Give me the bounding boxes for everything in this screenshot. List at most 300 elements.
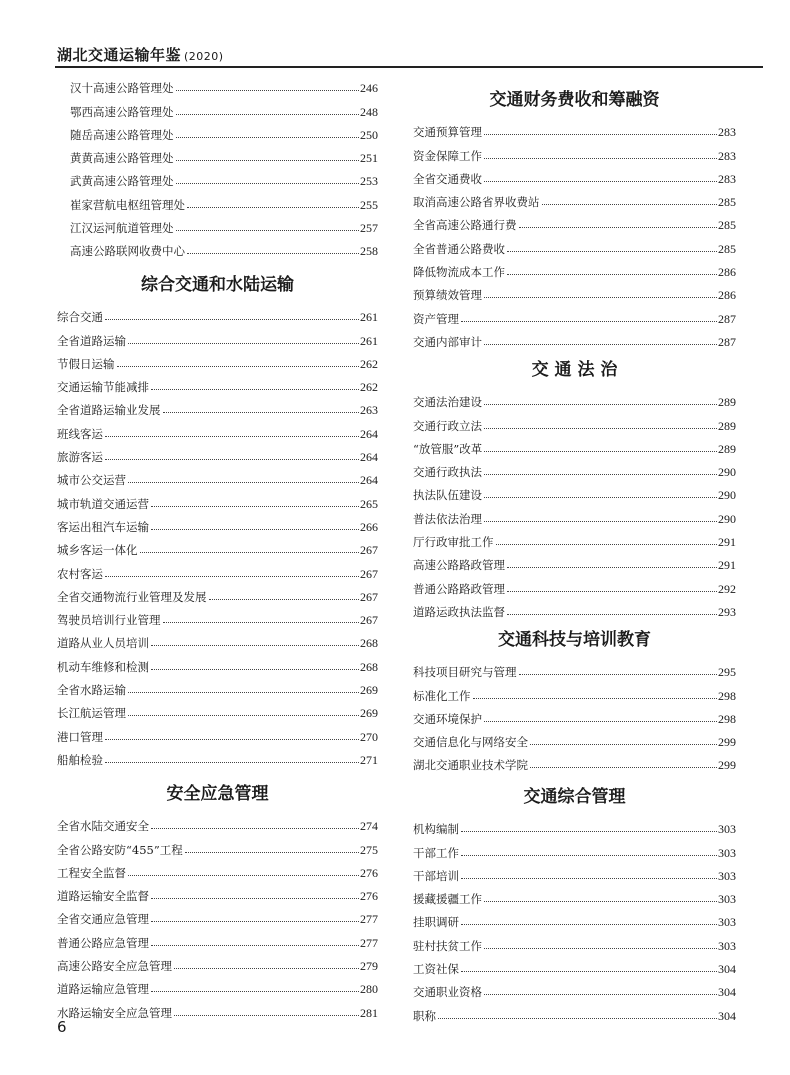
entry-title: 客运出租汽车运输 xyxy=(57,519,149,534)
dot-leader xyxy=(128,875,359,876)
entry-title: 崔家营航电枢纽管理处 xyxy=(70,197,185,212)
dot-leader xyxy=(530,767,717,768)
dot-leader xyxy=(105,436,359,437)
toc-entry[interactable] xyxy=(413,953,736,976)
entry-page: 299 xyxy=(718,735,736,750)
dot-leader xyxy=(542,204,718,205)
toc-entry[interactable] xyxy=(413,836,736,859)
entry-title: 城市轨道交通运营 xyxy=(57,496,149,511)
entry-title: 武黄高速公路管理处 xyxy=(70,174,174,189)
entry-page: 291 xyxy=(718,535,736,550)
section-title: 交 通 法 治 xyxy=(531,360,618,380)
dot-leader xyxy=(484,297,717,298)
toc-entry[interactable] xyxy=(70,95,378,118)
toc-entry[interactable] xyxy=(70,188,378,211)
entry-page: 246 xyxy=(360,81,378,96)
dot-leader xyxy=(105,459,359,460)
entry-page: 269 xyxy=(360,706,378,721)
dot-leader xyxy=(484,344,717,345)
toc-entry[interactable] xyxy=(57,581,378,604)
entry-title: 全省公路安防“455”工程 xyxy=(57,842,183,857)
entry-page: 287 xyxy=(718,311,736,326)
entry-page: 304 xyxy=(718,1008,736,1023)
entry-page: 303 xyxy=(718,915,736,930)
entry-title: 标准化工作 xyxy=(413,688,471,703)
dot-leader xyxy=(151,945,359,946)
toc-entry[interactable] xyxy=(57,511,378,534)
dot-leader xyxy=(484,158,717,159)
toc-entry[interactable] xyxy=(413,860,736,883)
entry-title: 资金保障工作 xyxy=(413,148,482,163)
entry-title: 交通运输节能减排 xyxy=(57,380,149,395)
dot-leader xyxy=(484,721,717,722)
toc-entry[interactable] xyxy=(413,386,736,409)
entry-title: 农村客运 xyxy=(57,566,103,581)
entry-title: 全省水陆交通安全 xyxy=(57,819,149,834)
entry-page: 303 xyxy=(718,845,736,860)
toc-entry[interactable] xyxy=(413,596,736,619)
toc-entry[interactable] xyxy=(57,697,378,720)
dot-leader xyxy=(461,855,717,856)
entry-page: 261 xyxy=(360,333,378,348)
section-title: 交通财务费收和筹融资 xyxy=(489,90,660,110)
toc-entry[interactable] xyxy=(57,417,378,440)
dot-leader xyxy=(484,428,717,429)
entry-title: 湖北交通职业技术学院 xyxy=(413,758,528,773)
entry-page: 248 xyxy=(360,104,378,119)
entry-title: 班线客运 xyxy=(57,426,103,441)
entry-page: 289 xyxy=(718,395,736,410)
entry-page: 257 xyxy=(360,221,378,236)
entry-title: 全省交通应急管理 xyxy=(57,912,149,927)
entry-page: 303 xyxy=(718,938,736,953)
toc-entry[interactable] xyxy=(413,679,736,702)
toc-entry[interactable] xyxy=(413,433,736,456)
entry-title: 港口管理 xyxy=(57,729,103,744)
entry-title: 旅游客运 xyxy=(57,450,103,465)
entry-title: 船舶检验 xyxy=(57,752,103,767)
entry-page: 266 xyxy=(360,519,378,534)
toc-entry[interactable] xyxy=(70,119,378,142)
entry-page: 290 xyxy=(718,511,736,526)
toc-entry[interactable] xyxy=(57,744,378,767)
toc-entry[interactable] xyxy=(57,627,378,650)
entry-title: 交通内部审计 xyxy=(413,334,482,349)
entry-page: 287 xyxy=(718,334,736,349)
entry-page: 276 xyxy=(360,865,378,880)
toc-entry[interactable] xyxy=(413,929,736,952)
toc-entry[interactable] xyxy=(57,926,378,949)
dot-leader xyxy=(484,404,717,405)
dot-leader xyxy=(176,90,360,91)
toc-entry[interactable] xyxy=(70,235,378,258)
dot-leader xyxy=(151,898,359,899)
entry-page: 269 xyxy=(360,683,378,698)
toc-section xyxy=(413,627,736,772)
dot-leader xyxy=(484,134,717,135)
dot-leader xyxy=(209,599,360,600)
toc-section xyxy=(57,272,378,767)
running-header xyxy=(57,44,224,65)
entry-title: 全省普通公路费收 xyxy=(413,241,505,256)
entry-page: 250 xyxy=(360,127,378,142)
entry-page: 304 xyxy=(718,985,736,1000)
entry-title: 挂职调研 xyxy=(413,915,459,930)
dot-leader xyxy=(105,319,359,320)
entry-page: 267 xyxy=(360,613,378,628)
toc-entry[interactable] xyxy=(413,232,736,255)
entry-page: 267 xyxy=(360,566,378,581)
toc-entry[interactable] xyxy=(57,464,378,487)
entry-page: 268 xyxy=(360,659,378,674)
entry-page: 289 xyxy=(718,418,736,433)
entry-page: 285 xyxy=(718,195,736,210)
toc-entry[interactable] xyxy=(57,903,378,926)
toc-entry[interactable] xyxy=(413,976,736,999)
dot-leader xyxy=(151,389,359,390)
dot-leader xyxy=(484,521,717,522)
dot-leader xyxy=(176,160,360,161)
entry-title: 交通信息化与网络安全 xyxy=(413,735,528,750)
toc-section xyxy=(413,784,736,1023)
dot-leader xyxy=(176,183,360,184)
entry-title: 高速公路联网收费中心 xyxy=(70,244,185,259)
toc-section xyxy=(70,72,378,258)
entry-page: 289 xyxy=(718,441,736,456)
dot-leader xyxy=(105,762,359,763)
dot-leader xyxy=(163,412,360,413)
dot-leader xyxy=(128,482,359,483)
entry-title: 全省交通费收 xyxy=(413,171,482,186)
entry-page: 298 xyxy=(718,711,736,726)
entry-title: 城市公交运营 xyxy=(57,473,126,488)
dot-leader xyxy=(176,137,360,138)
entry-title: 降低物流成本工作 xyxy=(413,265,505,280)
entry-title: 干部培训 xyxy=(413,868,459,883)
entry-title: 驻村扶贫工作 xyxy=(413,938,482,953)
dot-leader xyxy=(507,591,717,592)
dot-leader xyxy=(484,948,717,949)
toc-entry[interactable] xyxy=(57,833,378,856)
entry-page: 285 xyxy=(718,218,736,233)
dot-leader xyxy=(484,994,717,995)
dot-leader xyxy=(461,878,717,879)
entry-title: 城乡客运一体化 xyxy=(57,543,138,558)
entry-page: 267 xyxy=(360,589,378,604)
entry-page: 283 xyxy=(718,148,736,163)
entry-title: 长江航运管理 xyxy=(57,706,126,721)
toc-entry[interactable] xyxy=(413,502,736,525)
toc-entry[interactable] xyxy=(57,371,378,394)
entry-title: “放管服”改革 xyxy=(413,441,483,456)
toc-entry[interactable] xyxy=(57,441,378,464)
dot-leader xyxy=(163,622,360,623)
dot-leader xyxy=(151,921,359,922)
entry-title: 节假日运输 xyxy=(57,356,115,371)
dot-leader xyxy=(151,828,359,829)
entry-title: 综合交通 xyxy=(57,310,103,325)
dot-leader xyxy=(128,343,359,344)
dot-leader xyxy=(187,253,359,254)
entry-page: 270 xyxy=(360,729,378,744)
toc-section xyxy=(57,781,378,1020)
entry-page: 286 xyxy=(718,288,736,303)
toc-entry[interactable] xyxy=(70,212,378,235)
dot-leader xyxy=(128,715,359,716)
toc-entry[interactable] xyxy=(413,209,736,232)
entry-title: 鄂西高速公路管理处 xyxy=(70,104,174,119)
entry-page: 276 xyxy=(360,889,378,904)
entry-title: 道路运政执法监督 xyxy=(413,604,505,619)
entry-title: 交通行政立法 xyxy=(413,418,482,433)
dot-leader xyxy=(105,739,359,740)
toc-entry[interactable] xyxy=(413,813,736,836)
toc-entry[interactable] xyxy=(413,703,736,726)
toc-entry[interactable] xyxy=(413,456,736,479)
dot-leader xyxy=(117,366,360,367)
section-title: 综合交通和水陆运输 xyxy=(141,275,294,295)
toc-entry[interactable] xyxy=(413,163,736,186)
entry-title: 援藏援疆工作 xyxy=(413,892,482,907)
section-title: 交通科技与培训教育 xyxy=(498,630,651,650)
entry-title: 汉十高速公路管理处 xyxy=(70,81,174,96)
entry-title: 资产管理 xyxy=(413,311,459,326)
dot-leader xyxy=(473,698,718,699)
entry-page: 261 xyxy=(360,310,378,325)
dot-leader xyxy=(484,497,717,498)
entry-title: 江汉运河航道管理处 xyxy=(70,221,174,236)
entry-title: 普通公路应急管理 xyxy=(57,935,149,950)
dot-leader xyxy=(484,451,717,452)
entry-title: 高速公路路政管理 xyxy=(413,558,505,573)
entry-page: 251 xyxy=(360,151,378,166)
entry-title: 交通行政执法 xyxy=(413,465,482,480)
entry-page: 303 xyxy=(718,892,736,907)
toc-entry[interactable] xyxy=(57,324,378,347)
section-title: 安全应急管理 xyxy=(166,784,269,804)
entry-page: 268 xyxy=(360,636,378,651)
toc-entry[interactable] xyxy=(413,186,736,209)
entry-page: 271 xyxy=(360,752,378,767)
toc-entry[interactable] xyxy=(413,549,736,572)
entry-page: 292 xyxy=(718,581,736,596)
entry-page: 304 xyxy=(718,962,736,977)
entry-title: 普法依法治理 xyxy=(413,511,482,526)
dot-leader xyxy=(484,901,717,902)
entry-page: 303 xyxy=(718,822,736,837)
toc-entry[interactable] xyxy=(57,650,378,673)
entry-title: 交通预算管理 xyxy=(413,125,482,140)
dot-leader xyxy=(461,321,717,322)
dot-leader xyxy=(151,991,359,992)
toc-entry[interactable] xyxy=(413,116,736,139)
entry-page: 293 xyxy=(718,604,736,619)
toc-entry[interactable] xyxy=(57,301,378,324)
toc-section xyxy=(413,357,736,619)
dot-leader xyxy=(174,1015,359,1016)
toc-entry[interactable] xyxy=(57,720,378,743)
toc-entry[interactable] xyxy=(57,810,378,833)
toc-entry[interactable] xyxy=(70,72,378,95)
entry-page: 283 xyxy=(718,125,736,140)
toc-entry[interactable] xyxy=(57,557,378,580)
entry-title: 取消高速公路省界收费站 xyxy=(413,195,540,210)
entry-page: 295 xyxy=(718,665,736,680)
entry-title: 机构编制 xyxy=(413,822,459,837)
dot-leader xyxy=(507,274,717,275)
entry-page: 262 xyxy=(360,380,378,395)
entry-page: 263 xyxy=(360,403,378,418)
toc-entry[interactable] xyxy=(413,999,736,1022)
entry-title: 工资社保 xyxy=(413,962,459,977)
dot-leader xyxy=(507,614,717,615)
toc-entry[interactable] xyxy=(413,279,736,302)
entry-page: 275 xyxy=(360,842,378,857)
entry-page: 291 xyxy=(718,558,736,573)
section-title: 交通综合管理 xyxy=(523,787,626,807)
toc-entry[interactable] xyxy=(413,749,736,772)
toc-entry[interactable] xyxy=(413,906,736,929)
toc-entry[interactable] xyxy=(413,656,736,679)
entry-title: 科技项目研究与管理 xyxy=(413,665,517,680)
toc-entry[interactable] xyxy=(413,883,736,906)
entry-page: 280 xyxy=(360,982,378,997)
entry-title: 工程安全监督 xyxy=(57,865,126,880)
dot-leader xyxy=(174,968,359,969)
toc-entry[interactable] xyxy=(57,674,378,697)
dot-leader xyxy=(140,552,360,553)
dot-leader xyxy=(128,692,359,693)
toc-section xyxy=(413,87,736,349)
dot-leader xyxy=(507,567,717,568)
entry-title: 随岳高速公路管理处 xyxy=(70,127,174,142)
entry-title: 全省道路运输业发展 xyxy=(57,403,161,418)
toc-entry[interactable] xyxy=(57,394,378,417)
toc-entry[interactable] xyxy=(70,142,378,165)
page-number: 6 xyxy=(57,1018,67,1036)
entry-page: 299 xyxy=(718,758,736,773)
entry-page: 290 xyxy=(718,488,736,503)
toc-entry[interactable] xyxy=(57,604,378,627)
entry-title: 黄黄高速公路管理处 xyxy=(70,151,174,166)
entry-page: 265 xyxy=(360,496,378,511)
toc-entry[interactable] xyxy=(57,534,378,557)
entry-page: 264 xyxy=(360,426,378,441)
dot-leader xyxy=(530,744,717,745)
toc-entry[interactable] xyxy=(70,165,378,188)
dot-leader xyxy=(496,544,718,545)
entry-title: 普通公路路政管理 xyxy=(413,581,505,596)
dot-leader xyxy=(185,852,359,853)
toc-entry[interactable] xyxy=(413,409,736,432)
toc-entry[interactable] xyxy=(413,479,736,502)
toc-entry[interactable] xyxy=(413,139,736,162)
entry-title: 道路运输安全监督 xyxy=(57,889,149,904)
toc-entry[interactable] xyxy=(57,950,378,973)
entry-title: 执法队伍建设 xyxy=(413,488,482,503)
toc-entry[interactable] xyxy=(57,348,378,371)
entry-page: 274 xyxy=(360,819,378,834)
header-rule xyxy=(55,66,763,68)
entry-page: 264 xyxy=(360,473,378,488)
toc-entry[interactable] xyxy=(413,726,736,749)
toc-entry[interactable] xyxy=(57,880,378,903)
entry-page: 277 xyxy=(360,935,378,950)
book-year: (2020) xyxy=(184,50,224,63)
entry-title: 职称 xyxy=(413,1008,436,1023)
toc-entry[interactable] xyxy=(413,526,736,549)
toc-entry[interactable] xyxy=(57,487,378,510)
dot-leader xyxy=(507,251,717,252)
entry-title: 厅行政审批工作 xyxy=(413,535,494,550)
entry-page: 285 xyxy=(718,241,736,256)
entry-page: 262 xyxy=(360,356,378,371)
entry-page: 267 xyxy=(360,543,378,558)
dot-leader xyxy=(519,227,718,228)
dot-leader xyxy=(151,529,359,530)
dot-leader xyxy=(461,971,717,972)
dot-leader xyxy=(176,114,360,115)
entry-title: 高速公路安全应急管理 xyxy=(57,959,172,974)
entry-page: 303 xyxy=(718,868,736,883)
dot-leader xyxy=(151,645,359,646)
toc-entry[interactable] xyxy=(413,326,736,349)
toc-entry[interactable] xyxy=(413,572,736,595)
entry-title: 交通职业资格 xyxy=(413,985,482,1000)
entry-page: 258 xyxy=(360,244,378,259)
entry-page: 253 xyxy=(360,174,378,189)
entry-title: 道路从业人员培训 xyxy=(57,636,149,651)
entry-title: 道路运输应急管理 xyxy=(57,982,149,997)
entry-page: 298 xyxy=(718,688,736,703)
toc-entry[interactable] xyxy=(413,256,736,279)
toc-entry[interactable] xyxy=(57,973,378,996)
dot-leader xyxy=(151,669,359,670)
entry-page: 283 xyxy=(718,171,736,186)
entry-title: 交通法治建设 xyxy=(413,395,482,410)
dot-leader xyxy=(176,230,360,231)
dot-leader xyxy=(484,474,717,475)
entry-page: 290 xyxy=(718,465,736,480)
entry-title: 水路运输安全应急管理 xyxy=(57,1005,172,1020)
entry-page: 277 xyxy=(360,912,378,927)
entry-page: 264 xyxy=(360,450,378,465)
entry-page: 255 xyxy=(360,197,378,212)
entry-title: 全省道路运输 xyxy=(57,333,126,348)
toc-entry[interactable] xyxy=(57,857,378,880)
entry-title: 驾驶员培训行业管理 xyxy=(57,613,161,628)
entry-title: 交通环境保护 xyxy=(413,711,482,726)
dot-leader xyxy=(105,576,359,577)
entry-title: 预算绩效管理 xyxy=(413,288,482,303)
entry-title: 全省水路运输 xyxy=(57,683,126,698)
entry-title: 全省高速公路通行费 xyxy=(413,218,517,233)
dot-leader xyxy=(151,506,359,507)
entry-title: 全省交通物流行业管理及发展 xyxy=(57,589,207,604)
dot-leader xyxy=(438,1018,717,1019)
entry-page: 286 xyxy=(718,265,736,280)
dot-leader xyxy=(461,831,717,832)
entry-page: 279 xyxy=(360,959,378,974)
entry-page: 281 xyxy=(360,1005,378,1020)
entry-title: 干部工作 xyxy=(413,845,459,860)
toc-entry[interactable] xyxy=(413,302,736,325)
dot-leader xyxy=(461,924,717,925)
dot-leader xyxy=(519,674,718,675)
toc-entry[interactable] xyxy=(57,996,378,1019)
book-title: 湖北交通运输年鉴 xyxy=(57,46,182,64)
dot-leader xyxy=(484,181,717,182)
